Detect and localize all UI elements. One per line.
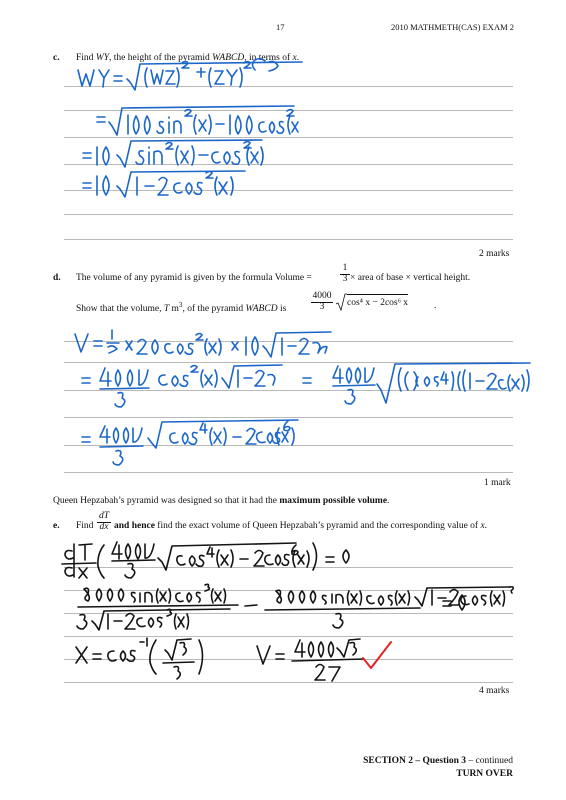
fraction-denominator: 3 xyxy=(342,273,348,284)
volume-radicand: cos⁴ x − 2cos⁶ x xyxy=(347,294,408,310)
part-c-pyramid-name: WABCD xyxy=(212,53,245,63)
fraction-numerator: 1 xyxy=(340,264,350,275)
part-d-show-text: Show that the volume, xyxy=(76,304,164,315)
exam-title: 2010 MATHMETH(CAS) EXAM 2 xyxy=(391,22,515,32)
checkmark-icon xyxy=(361,640,393,672)
volume-numerator: 4000 xyxy=(312,291,332,301)
part-e-find: Find xyxy=(76,521,94,531)
volume-denominator: 3 xyxy=(319,301,325,312)
part-d-var-t: T xyxy=(163,304,170,315)
part-c-var-x: x xyxy=(292,53,297,63)
part-e-marks: 4 marks xyxy=(479,686,510,696)
intro-end: . xyxy=(387,496,390,506)
part-e-end: . xyxy=(484,521,488,531)
page-number: 17 xyxy=(276,22,285,32)
part-c-question-text-3: , in terms of xyxy=(244,53,293,63)
part-d-letter: d. xyxy=(53,273,61,283)
part-c-question-end: . xyxy=(296,53,300,63)
part-e-var-x: x xyxy=(480,521,485,531)
part-e-question-text: find the exact volume of Queen Hepzabah’s pyramid and the corresponding value of xyxy=(154,521,481,531)
derivative-denominator: dx xyxy=(99,521,109,532)
part-d-end: . xyxy=(434,301,437,311)
turn-over: TURN OVER xyxy=(456,769,513,779)
section-continued-text: – continued xyxy=(466,756,513,766)
derivative-numerator: dT xyxy=(98,511,110,521)
part-c-marks: 2 marks xyxy=(479,249,510,259)
part-e-letter: e. xyxy=(53,521,60,531)
part-c-var-wy: WY xyxy=(95,53,110,63)
section-continued xyxy=(363,756,513,766)
part-d-unit: m xyxy=(169,304,179,315)
intro-bold-text: maximum possible volume xyxy=(279,496,388,506)
part-d-formula-text: The volume of any pyramid is given by the formula Volume = xyxy=(76,273,312,283)
section-label: SECTION 2 – Question 3 xyxy=(363,756,467,766)
part-c-letter: c. xyxy=(53,53,60,63)
part-d-unit-exponent: 3 xyxy=(178,301,183,309)
part-d-show-text-2: , of the pyramid xyxy=(182,304,246,315)
part-c-question-text: Find xyxy=(76,53,96,63)
part-d-pyramid-name: WABCD xyxy=(245,304,278,315)
part-d-is: is xyxy=(277,304,287,315)
intro-text: Queen Hepzabah’s pyramid was designed so that it had the xyxy=(53,496,280,506)
part-c-question-text-2: , the height of the pyramid xyxy=(109,53,213,63)
part-d-marks: 1 mark xyxy=(484,478,511,488)
part-e-and-hence: and hence xyxy=(114,521,155,531)
part-d-formula-rest: × area of base × vertical height. xyxy=(350,273,471,283)
